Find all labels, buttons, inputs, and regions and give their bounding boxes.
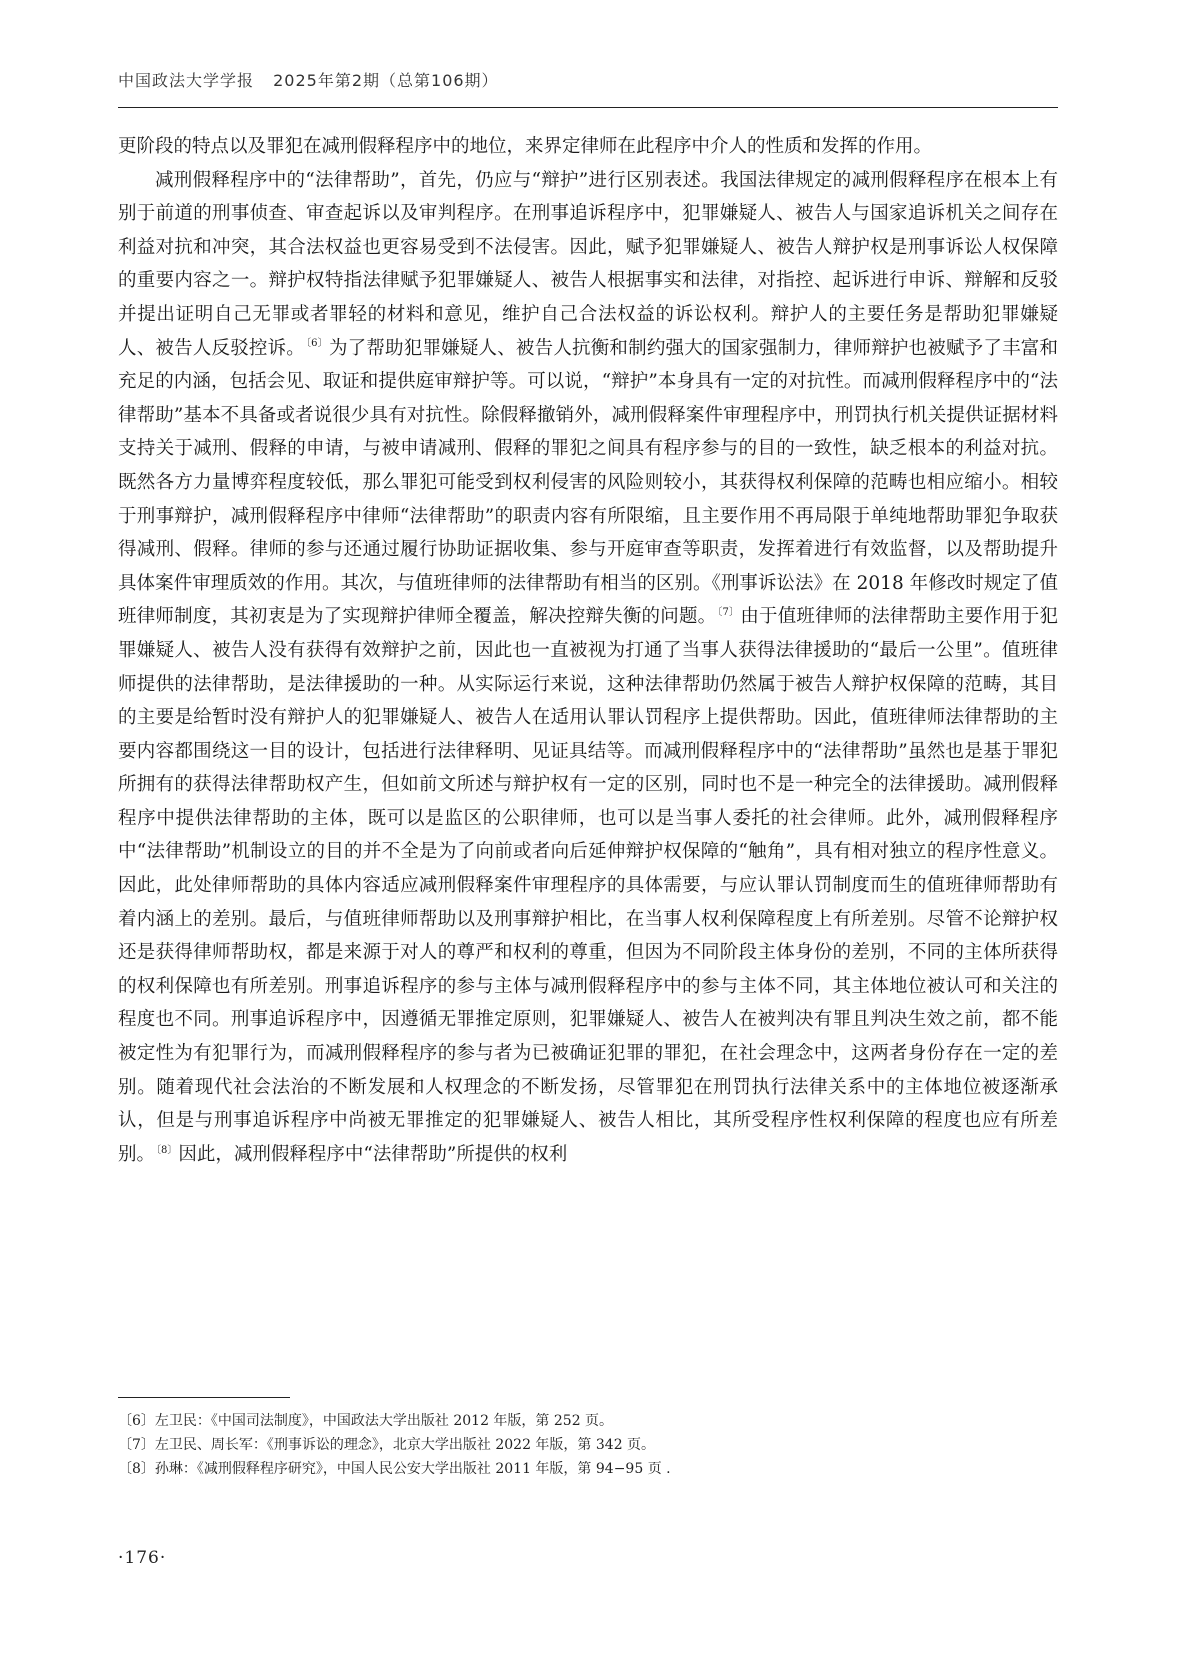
footnote-ref-7[interactable]: 〔7〕 [717,607,740,619]
paragraph-legal-aid [118,164,1058,1172]
main-body-text [118,130,1058,1171]
paragraph-text: 由于值班律师的法律帮助主要作用于犯罪嫌疑人、被告人没有获得有效辩护之前，因此也一直被视为打通了当事人获得法律援助的“最后一公里”。值班律师提供的法律帮助，是法律援助的一种。从实际运行来说，这种法律帮助仍然属于被告人辩护权保障的范畴，其目的主要是给暂时没有辩护人的犯罪嫌疑人、被告人在适用认罪认罚程序上提供帮助。因此，值班律师法律帮助的主要内容都围绕这一目的设计，包括进行法律释明、见证具结等。而减刑假释程序中的“法律帮助”虽然也是基于罪犯所拥有的获得法律帮助权产生，但如前文所述与辩护权有一定的区别，同时也不是一种完全的法律援助。减刑假释程序中提供法律帮助的主体，既可以是监区的公职律师，也可以是当事人委托的社会律师。此外，减刑假释程序中“法律帮助”机制设立的目的并不全是为了向前或者向后延伸辩护权保障的“触角”，具有相对独立的程序性意义。因此，此处律师帮助的具体内容适应减刑假释案件审理程序的具体需要，与应认罪认罚制度而生的值班律师帮助有着内涵上的差别。最后，与值班律师帮助以及刑事辩护相比，在当事人权利保障程度上有所差别。尽管不论辩护权还是获得律师帮助权，都是来源于对人的尊严和权利的尊重，但因为不同阶段主体身份的差别，不同的主体所获得的权利保障也有所差别。刑事追诉程序的参与主体与减刑假释程序中的参与主体不同，其主体地位被认可和关注的程度也不同。刑事追诉程序中，因遵循无罪推定原则，犯罪嫌疑人、被告人在被判决有罪且判决生效之前，都不能被定性为有犯罪行为，而减刑假释程序的参与者为已被确证犯罪的罪犯，在社会理念中，这两者身份存在一定的差别。随着现代社会法治的不断发展和人权理念的不断发扬，尽管罪犯在刑罚执行法律关系中的主体地位被逐渐承认，但是与刑事追诉程序中尚被无罪推定的犯罪嫌疑人、被告人相比，其所受程序性权利保障的程度也应有所差别。 [118,606,1058,1165]
footnote-ref-8[interactable]: 〔8〕 [156,1144,178,1156]
footnote-6: 〔6〕左卫民：《中国司法制度》，中国政法大学出版社 2012 年版，第 252 页。 [118,1413,614,1429]
paragraph-continued: 更阶段的特点以及罪犯在减刑假释程序中的地位，来界定律师在此程序中介人的性质和发挥的作用。 [118,136,933,157]
running-header [118,68,1058,108]
footnote-ref-6[interactable]: 〔6〕 [305,338,328,350]
paragraph-text: 减刑假释程序中的“法律帮助”，首先，仍应与“辩护”进行区别表述。我国法律规定的减刑假释程序在根本上有别于前道的刑事侦查、审查起诉以及审判程序。在刑事追诉程序中，犯罪嫌疑人、被告人与国家追诉机关之间存在利益对抗和冲突，其合法权益也更容易受到不法侵害。因此，赋予犯罪嫌疑人、被告人辩护权是刑事诉讼人权保障的重要内容之一。辩护权特指法律赋予犯罪嫌疑人、被告人根据事实和法律，对指控、起诉进行申诉、辩解和反驳并提出证明自己无罪或者罪轻的材料和意见，维护自己合法权益的诉讼权利。辩护人的主要任务是帮助犯罪嫌疑人、被告人反驳控诉。 [118,169,1058,359]
journal-title: 中国政法大学学报 [118,71,255,90]
footnotes [118,1409,1058,1481]
issue-info: 2025年第2期（总第106期） [273,71,499,90]
paragraph-text: 为了帮助犯罪嫌疑人、被告人抗衡和制约强大的国家强制力，律师辩护也被赋予了丰富和充足的内涵，包括会见、取证和提供庭审辩护等。可以说，“辩护”本身具有一定的对抗性。而减刑假释程序中的“法律帮助”基本不具备或者说很少具有对抗性。除假释撤销外，减刑假释案件审理程序中，刑罚执行机关提供证据材料支持关于减刑、假释的申请，与被申请减刑、假释的罪犯之间具有程序参与的目的一致性，缺乏根本的利益对抗。既然各方力量博弈程度较低，那么罪犯可能受到权利侵害的风险则较小，其获得权利保障的范畴也相应缩小。相较于刑事辩护，减刑假释程序中律师“法律帮助”的职责内容有所限缩，且主要作用不再局限于单纯地帮助罪犯争取获得减刑、假释。律师的参与还通过履行协助证据收集、参与开庭审查等职责，发挥着进行有效监督，以及帮助提升具体案件审理质效的作用。其次，与值班律师的法律帮助有相当的区别。《刑事诉讼法》在 2018 年修改时规定了值班律师制度，其初衷是为了实现辩护律师全覆盖，解决控辩失衡的问题。 [118,337,1058,628]
footnote-divider [118,1397,290,1398]
page-number: ·176· [118,1548,167,1568]
footnote-7: 〔7〕左卫民、周长军：《刑事诉讼的理念》，北京大学出版社 2022 年版，第 342 页。 [118,1437,656,1453]
footnote-8: 〔8〕孙琳：《减刑假释程序研究》，中国人民公安大学出版社 2011 年版，第 94−95 页 . [118,1461,671,1477]
paragraph-text: 因此，减刑假释程序中“法律帮助”所提供的权利 [178,1143,568,1165]
